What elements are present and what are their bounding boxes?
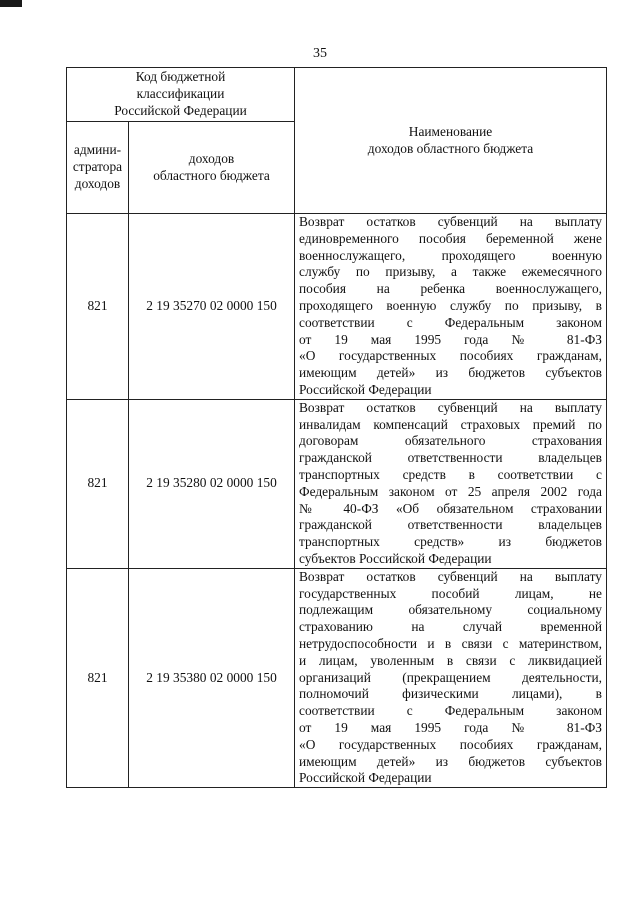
table-row (67, 214, 607, 400)
admin-code-cell: 821 (67, 568, 129, 787)
admin-code-cell: 821 (67, 399, 129, 568)
admin-code-cell: 821 (67, 214, 129, 400)
header-budget-code-group: Код бюджетной классификации Российской Федерации (67, 68, 295, 122)
budget-classification-table (66, 67, 607, 788)
table-row (67, 399, 607, 568)
scan-corner-mark (0, 0, 22, 7)
page-number: 35 (313, 46, 327, 61)
budget-code-cell: 2 19 35280 02 0000 150 (129, 399, 295, 568)
header-income-column: доходов областного бюджета (129, 122, 295, 214)
header-admin-column: админи- стратора доходов (67, 122, 129, 214)
income-name-cell: Возврат остатков субвенций на выплату единовременного пособия беременной жене военнослужащего, проходящего военную службу по призыву, а также ежемесячного пособия на ребенка военнослужащего, проходящего военную службу по призыву, в соответствии с Федеральным законом от 19 мая 1995 года № 81-ФЗ «О государственных пособиях гражданам, имеющим детей» из бюджетов субъектов Российской Федерации (295, 214, 607, 400)
header-name-column: Наименование доходов областного бюджета (295, 68, 607, 214)
budget-code-cell: 2 19 35380 02 0000 150 (129, 568, 295, 787)
table-row (67, 568, 607, 787)
budget-code-cell: 2 19 35270 02 0000 150 (129, 214, 295, 400)
income-name-cell: Возврат остатков субвенций на выплату государственных пособий лицам, не подлежащим обязательному социальному страхованию на случай временной нетрудоспособности и в связи с материнством, и лицам, уволенным в связи с ликвидацией организаций (прекращением деятельности, полномочий физическими лицами), в соответствии с Федеральным законом от 19 мая 1995 года № 81-ФЗ «О государственных пособиях гражданам, имеющим детей» из бюджетов субъектов Российской Федерации (295, 568, 607, 787)
income-name-cell: Возврат остатков субвенций на выплату инвалидам компенсаций страховых премий по договорам обязательного страхования гражданской ответственности владельцев транспортных средств в соответствии с Федеральным законом от 25 апреля 2002 года № 40-ФЗ «Об обязательном страховании гражданской ответственности владельцев транспортных средств» из бюджетов субъектов Российской Федерации (295, 399, 607, 568)
